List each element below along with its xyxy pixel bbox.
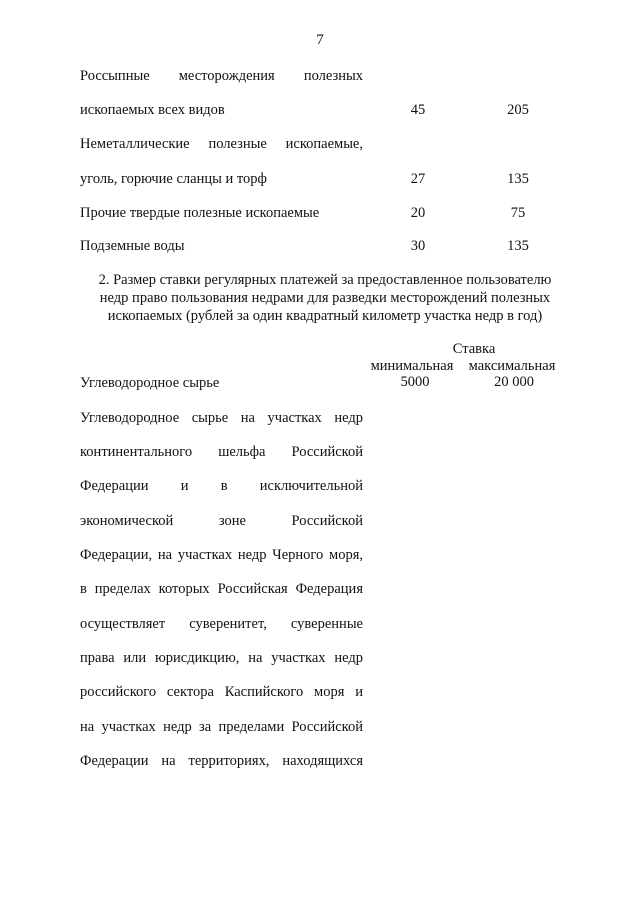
max-value: 135 <box>507 171 529 187</box>
max-value: 135 <box>507 238 529 254</box>
max-value: 75 <box>510 205 526 221</box>
rate-header: Ставка <box>452 341 496 357</box>
paragraph-line: экономической зоне Российской <box>80 513 363 529</box>
max-value: 205 <box>507 102 529 118</box>
row-label-line: уголь, горючие сланцы и торф <box>80 171 267 187</box>
paragraph-line: в пределах которых Российская Федерация <box>80 581 363 597</box>
section-heading-line: ископаемых (рублей за один квадратный километр участка недр в год) <box>107 308 543 324</box>
max-value: 20 000 <box>494 374 534 390</box>
row-label-line: Подземные воды <box>80 238 185 254</box>
section-heading-line: недр право пользования недрами для разведки месторождений полезных <box>99 290 551 306</box>
paragraph-line: Федерации, на участках недр Черного моря, <box>80 547 363 563</box>
paragraph-line: континентального шельфа Российской <box>80 444 363 460</box>
min-value: 27 <box>410 171 426 187</box>
row-label-line: Углеводородное сырье <box>80 375 220 391</box>
row-label-line: Россыпные месторождения полезных <box>80 68 363 84</box>
min-value: 20 <box>410 205 426 221</box>
section-heading-line: 2. Размер ставки регулярных платежей за предоставленное пользователю <box>98 272 552 288</box>
row-label-line: ископаемых всех видов <box>80 102 225 118</box>
row-label-line: Прочие твердые полезные ископаемые <box>80 205 320 221</box>
min-column-header: минимальная <box>370 358 454 374</box>
row-label-line: Неметаллические полезные ископаемые, <box>80 136 363 152</box>
paragraph-line: Федерации на территориях, находящихся <box>80 753 363 769</box>
paragraph-line: Углеводородное сырье на участках недр <box>80 410 363 426</box>
paragraph-line: на участках недр за пределами Российской <box>80 719 363 735</box>
paragraph-line: российского сектора Каспийского моря и <box>80 684 363 700</box>
paragraph-line: права или юрисдикцию, на участках недр <box>80 650 363 666</box>
page-number: 7 <box>316 32 324 48</box>
section-heading <box>80 271 570 325</box>
min-value: 5000 <box>400 374 430 390</box>
max-column-header: максимальная <box>468 358 556 374</box>
paragraph-line: осуществляет суверенитет, суверенные <box>80 616 363 632</box>
paragraph-line: Федерации и в исключительной <box>80 478 363 494</box>
min-value: 45 <box>410 102 426 118</box>
min-value: 30 <box>410 238 426 254</box>
